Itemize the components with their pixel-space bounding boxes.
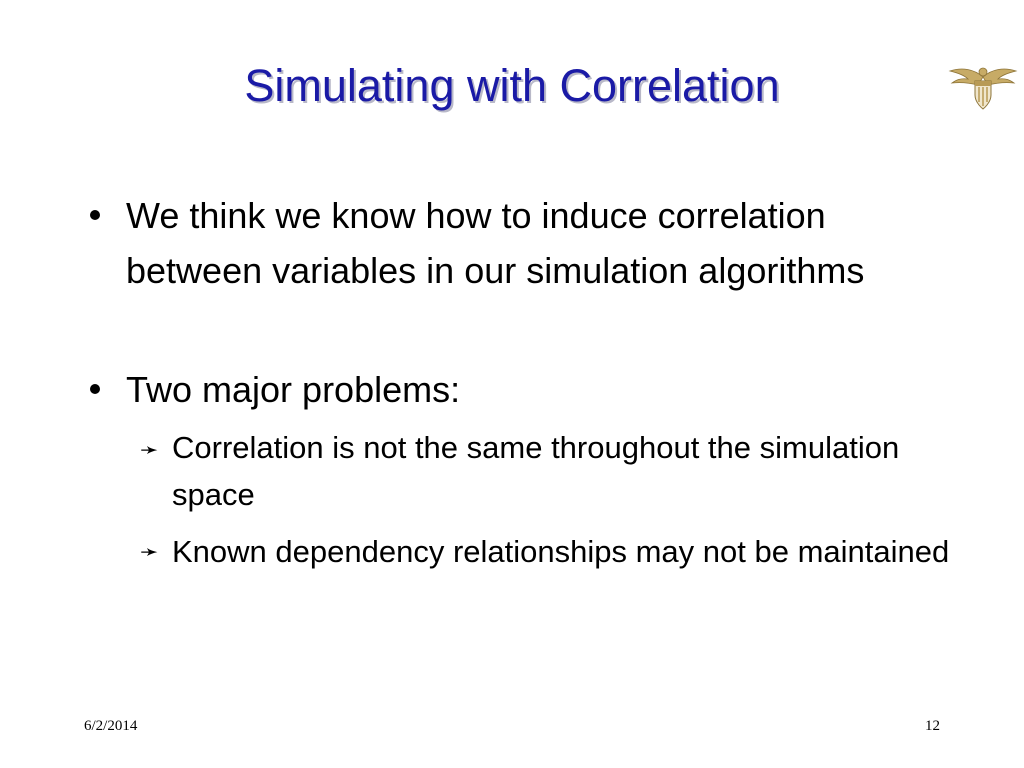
sub-bullet-item: Correlation is not the same throughout the simulation space — [172, 430, 900, 512]
bullet-dot-icon — [90, 384, 100, 394]
footer-date: 6/2/2014 — [84, 718, 138, 734]
arrow-bullet-icon: ➛ — [140, 539, 159, 564]
bullet-dot-icon — [90, 210, 100, 220]
sub-bullet-item: Known dependency relationships may not be maintained — [172, 534, 950, 569]
bullet-item: We think we know how to induce correlation between variables in our simulation algorithms — [126, 195, 865, 291]
bullet-item: Two major problems: — [126, 369, 461, 410]
arrow-bullet-icon: ➛ — [140, 437, 159, 462]
page-number: 12 — [925, 718, 940, 734]
slide-title: Simulating with Correlation — [244, 60, 780, 111]
